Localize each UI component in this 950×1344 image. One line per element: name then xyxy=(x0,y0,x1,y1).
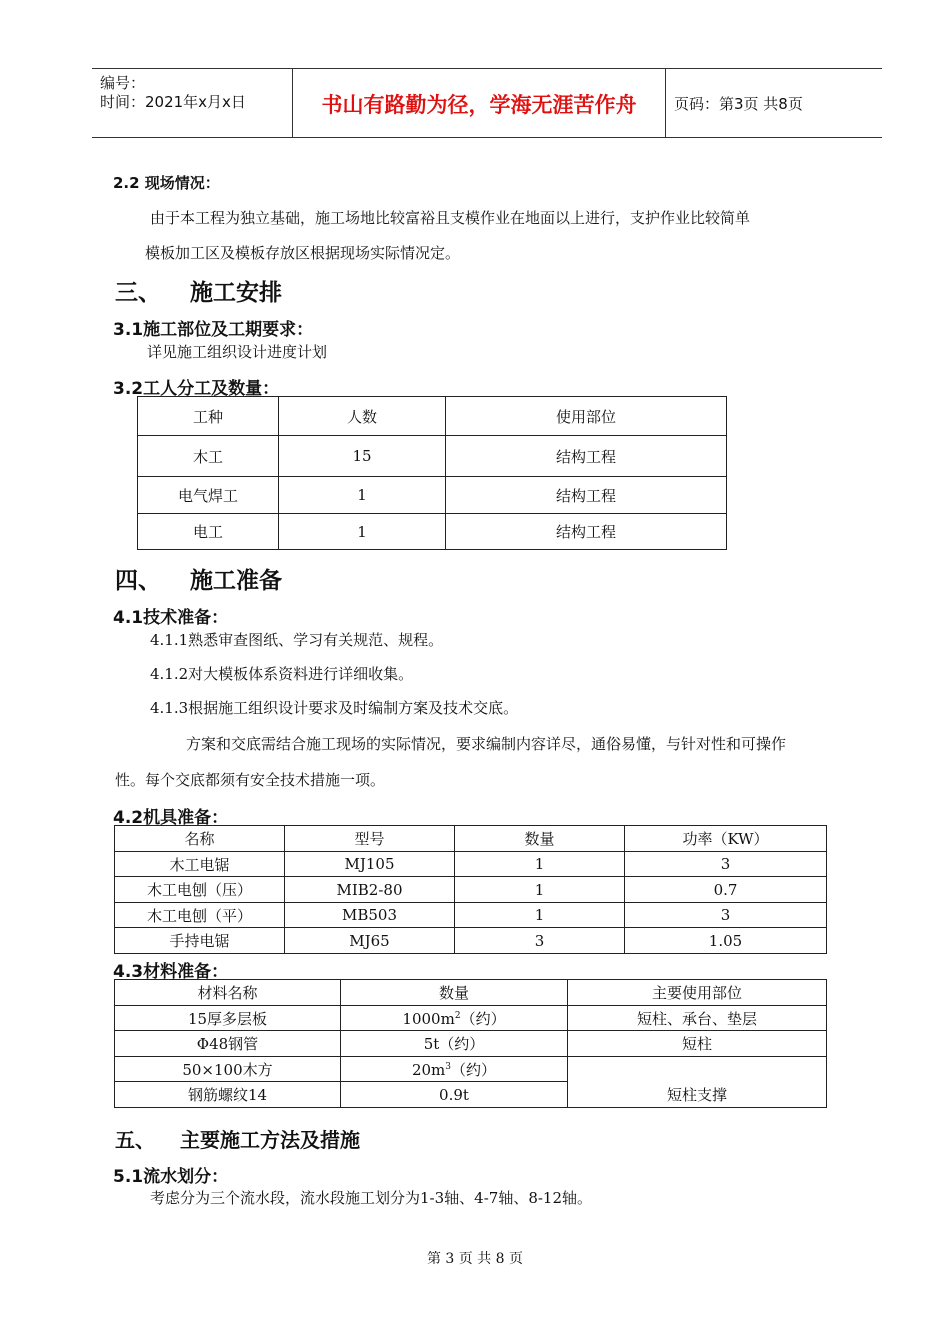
unit-superscript: 3 xyxy=(445,1061,452,1072)
table-cell: 木工电锯 xyxy=(115,852,285,877)
workers-table xyxy=(137,396,727,550)
table-cell: 5t（约） xyxy=(341,1031,568,1057)
section-5-number: 五、 xyxy=(115,1128,155,1152)
table-cell: 短柱 xyxy=(568,1031,827,1057)
table-row xyxy=(138,477,727,514)
header-cell: 功率（KW） xyxy=(625,826,827,852)
table-cell: 钢筋螺纹14 xyxy=(115,1082,341,1108)
table-cell: 15厚多层板 xyxy=(115,1006,341,1031)
table-row xyxy=(115,877,827,903)
table-row xyxy=(115,1057,827,1082)
header-cell: 型号 xyxy=(285,826,455,852)
header-cell: 名称 xyxy=(115,826,285,852)
section-4-3-heading: 4.3材料准备： xyxy=(113,962,229,982)
header-cell: 材料名称 xyxy=(115,980,341,1006)
table-cell: MJ65 xyxy=(285,928,455,954)
header-cell: 主要使用部位 xyxy=(568,980,827,1006)
table-cell: 电工 xyxy=(138,514,279,550)
section-5-1-text: 考虑分为三个流水段，流水段施工划分为1-3轴、4-7轴、8-12轴。 xyxy=(150,1189,593,1207)
header-cell: 工种 xyxy=(138,397,279,436)
list-item: 4.1.3根据施工组织设计要求及时编制方案及技术交底。 xyxy=(150,699,519,717)
section-4-paragraph-line1: 方案和交底需结合施工现场的实际情况，要求编制内容详尽，通俗易懂，与针对性和可操作 xyxy=(186,735,787,753)
header-page-cell xyxy=(666,69,882,137)
header-meta-cell xyxy=(92,69,293,137)
doc-number-label: 编号： xyxy=(100,74,146,92)
table-cell: 3 xyxy=(625,852,827,877)
section-3-number: 三、 xyxy=(115,280,161,306)
table-cell: 木工电刨（平） xyxy=(115,903,285,928)
table-cell: Φ48钢管 xyxy=(115,1031,341,1057)
table-cell: MJ105 xyxy=(285,852,455,877)
table-cell: 结构工程 xyxy=(446,477,727,514)
section-3-1-text: 详见施工组织设计进度计划 xyxy=(147,343,328,361)
table-cell xyxy=(341,1057,568,1082)
table-cell: 0.9t xyxy=(341,1082,568,1108)
section-3-2-heading: 3.2工人分工及数量： xyxy=(113,379,280,399)
section-4-1-heading: 4.1技术准备： xyxy=(113,608,229,628)
header-cell: 数量 xyxy=(341,980,568,1006)
table-row xyxy=(115,928,827,954)
table-cell: 3 xyxy=(625,903,827,928)
table-cell: 1 xyxy=(455,903,625,928)
table-header-row xyxy=(115,826,827,852)
table-cell: 15 xyxy=(279,436,446,477)
unit-superscript: 2 xyxy=(454,1010,461,1021)
table-cell: 结构工程 xyxy=(446,436,727,477)
table-cell: 手持电锯 xyxy=(115,928,285,954)
table-cell: 结构工程 xyxy=(446,514,727,550)
header-cell: 使用部位 xyxy=(446,397,727,436)
table-row xyxy=(115,1006,827,1031)
table-header-row xyxy=(115,980,827,1006)
table-cell: 3 xyxy=(455,928,625,954)
table-cell: 1 xyxy=(455,877,625,903)
section-5-title: 主要施工方法及措施 xyxy=(180,1128,360,1152)
quantity-value: 20m xyxy=(411,1060,446,1079)
table-cell: 木工电刨（压） xyxy=(115,877,285,903)
quantity-note: （约） xyxy=(451,1060,497,1079)
materials-table xyxy=(114,979,827,1108)
page-footer: 第 3 页 共 8 页 xyxy=(426,1251,524,1267)
header-cell: 数量 xyxy=(455,826,625,852)
table-cell xyxy=(341,1006,568,1031)
list-item: 4.1.1熟悉审查图纸、学习有关规范、规程。 xyxy=(150,631,444,649)
motto: 书山有路勤为径，学海无涯苦作舟 xyxy=(321,93,637,117)
table-cell: 短柱、承台、垫层 xyxy=(568,1006,827,1031)
table-cell: 木工 xyxy=(138,436,279,477)
quantity-value: 1000m xyxy=(402,1009,455,1028)
table-row xyxy=(138,436,727,477)
tools-table xyxy=(114,825,827,954)
section-2-2-line2: 模板加工区及模板存放区根据现场实际情况定。 xyxy=(145,244,461,262)
table-cell: 1.05 xyxy=(625,928,827,954)
header-cell: 人数 xyxy=(279,397,446,436)
table-cell: 1 xyxy=(279,514,446,550)
table-cell: 0.7 xyxy=(625,877,827,903)
quantity-note: （约） xyxy=(460,1009,506,1028)
section-4-number: 四、 xyxy=(115,568,161,594)
table-cell: 1 xyxy=(279,477,446,514)
table-row xyxy=(138,514,727,550)
table-cell: MIB2-80 xyxy=(285,877,455,903)
header-motto-cell xyxy=(293,69,666,137)
section-2-2-line1: 由于本工程为独立基础，施工场地比较富裕且支模作业在地面以上进行，支护作业比较简单 xyxy=(150,209,751,227)
table-row xyxy=(115,852,827,877)
page-header xyxy=(92,68,882,138)
section-2-2-heading: 2.2 现场情况： xyxy=(113,174,220,192)
merged-usage-cell: 短柱支撑 xyxy=(568,1057,827,1108)
section-3-title: 施工安排 xyxy=(190,280,282,306)
table-cell: 50×100木方 xyxy=(115,1057,341,1082)
section-4-title: 施工准备 xyxy=(190,568,282,594)
page-label: 页码：第3页 共8页 xyxy=(674,95,803,113)
list-item: 4.1.2对大模板体系资料进行详细收集。 xyxy=(150,665,414,683)
table-cell: MB503 xyxy=(285,903,455,928)
table-row xyxy=(115,1031,827,1057)
section-5-1-heading: 5.1流水划分： xyxy=(113,1167,229,1187)
section-4-paragraph-line2: 性。每个交底都须有安全技术措施一项。 xyxy=(115,771,386,789)
table-cell: 1 xyxy=(455,852,625,877)
section-3-1-heading: 3.1施工部位及工期要求： xyxy=(113,320,314,340)
table-cell: 电气焊工 xyxy=(138,477,279,514)
time-label: 时间：2021年x月x日 xyxy=(100,93,246,111)
section-4-2-heading: 4.2机具准备： xyxy=(113,808,229,828)
table-row xyxy=(115,903,827,928)
table-header-row xyxy=(138,397,727,436)
